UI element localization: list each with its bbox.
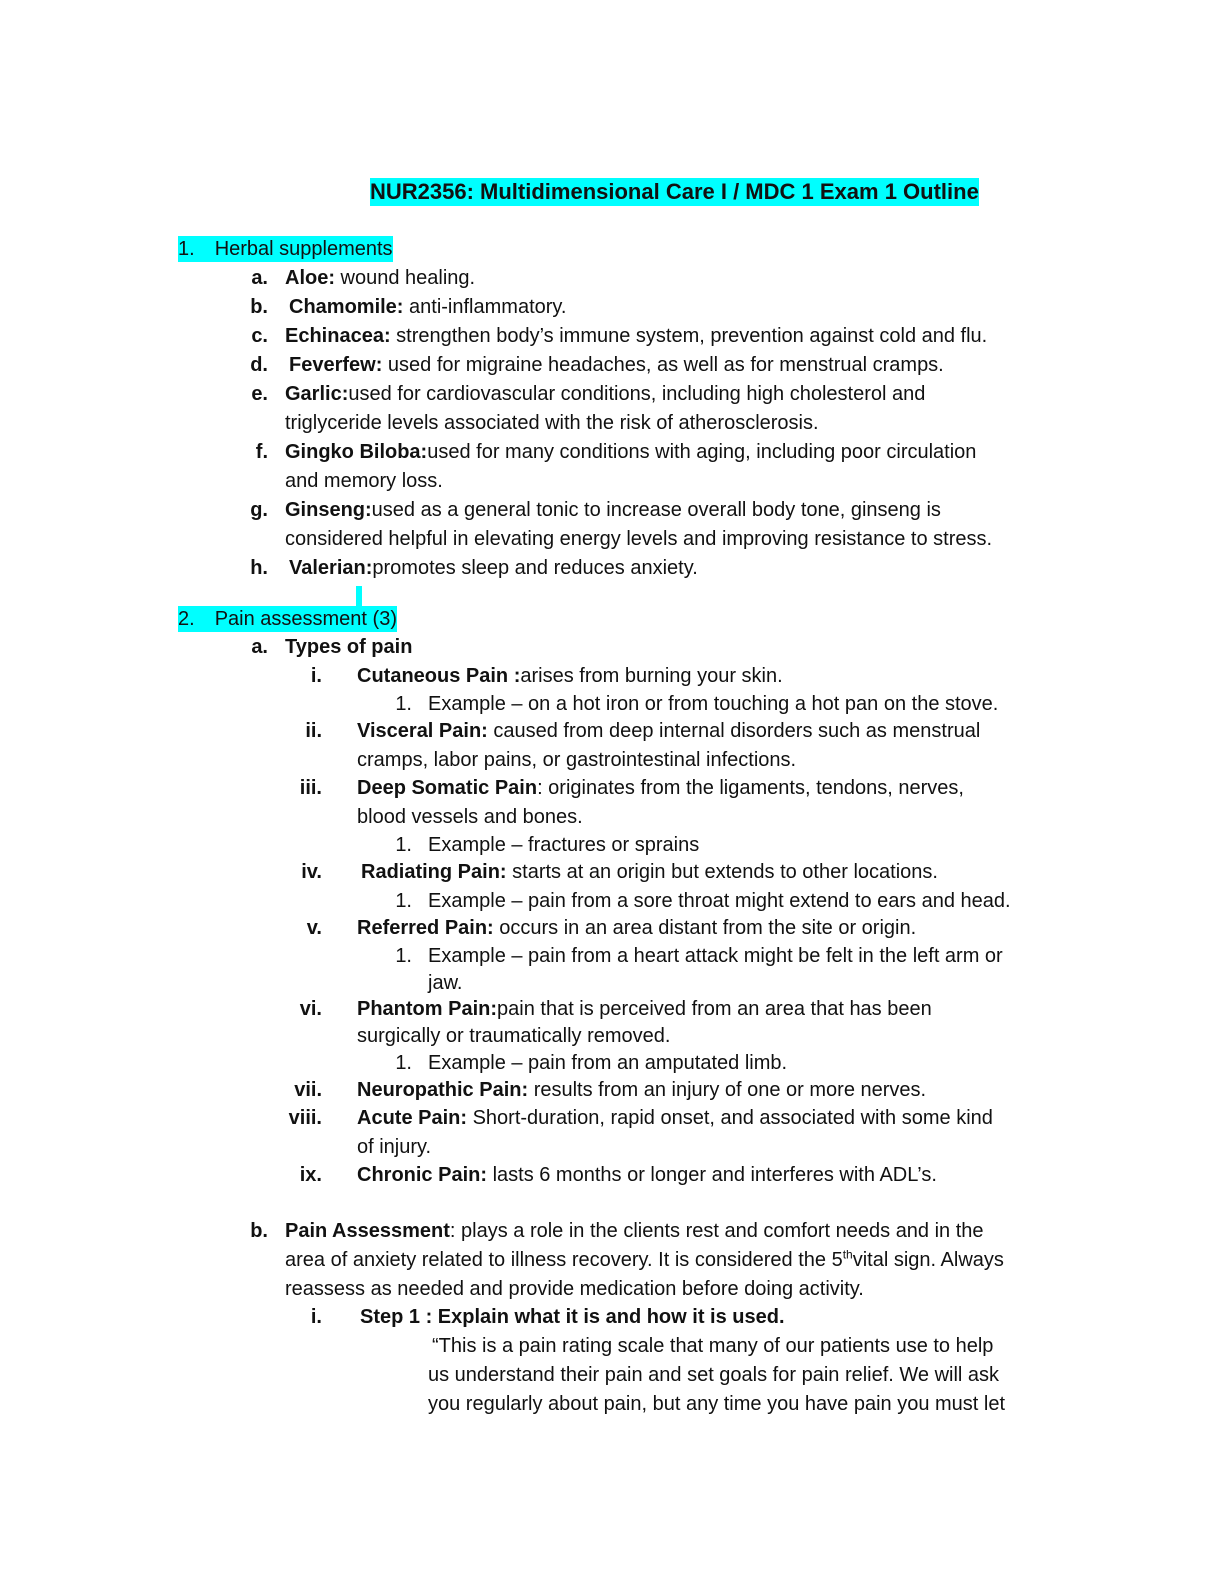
herb-item-gingko: Gingko Biloba:used for many conditions with aging, including poor circulation [285, 441, 977, 463]
pain-type-phantom: Phantom Pain:pain that is perceived from an area that has been [357, 998, 932, 1020]
types-of-pain-heading: Types of pain [285, 636, 413, 658]
pain-type-visceral-cont: cramps, labor pains, or gastrointestinal infections. [357, 749, 797, 771]
step-1-heading: Step 1 : Explain what it is and how it is used. [360, 1306, 785, 1328]
roman-numeral: vii. [294, 1079, 322, 1101]
herb-letter: f. [255, 441, 268, 463]
pain-type-acute-cont: of injury. [357, 1136, 432, 1158]
herb-item-gingko-cont: and memory loss. [285, 470, 443, 492]
herb-item-garlic: Garlic:used for cardiovascular conditions, including high cholesterol and [285, 383, 926, 405]
pain-example: Example – pain from a heart attack might be felt in the left arm or [428, 945, 1003, 967]
pain-type-referred: Referred Pain: occurs in an area distant from the site or origin. [357, 917, 917, 939]
roman-numeral: ii. [305, 720, 322, 742]
herb-letter: e. [251, 383, 268, 405]
pain-assessment-paragraph: Pain Assessment: plays a role in the clients rest and comfort needs and in the [285, 1220, 984, 1242]
section-1-title: Herbal supplements [214, 238, 393, 260]
pain-type-neuropathic: Neuropathic Pain: results from an injury of one or more nerves. [357, 1079, 927, 1101]
pain-example: Example – pain from an amputated limb. [428, 1052, 788, 1074]
herb-item-feverfew: Feverfew: used for migraine headaches, as well as for menstrual cramps. [289, 354, 944, 376]
roman-numeral: i. [310, 1306, 322, 1328]
step-1-quote-line: you regularly about pain, but any time you have pain you must let [428, 1393, 1006, 1415]
pain-example: Example – on a hot iron or from touching a hot pan on the stove. [428, 693, 999, 715]
herb-letter: g. [250, 499, 268, 521]
section-2-number: 2. [178, 608, 195, 630]
pain-type-visceral: Visceral Pain: caused from deep internal disorders such as menstrual [357, 720, 981, 742]
herb-letter: b. [250, 296, 268, 318]
herb-item-ginseng-cont: considered helpful in elevating energy levels and improving resistance to stress. [285, 528, 993, 550]
subsection-letter: b. [250, 1220, 268, 1242]
pain-type-acute: Acute Pain: Short-duration, rapid onset, and associated with some kind [357, 1107, 993, 1129]
example-number: 1. [395, 834, 412, 856]
section-1-heading [178, 236, 393, 262]
step-1-quote-line: “This is a pain rating scale that many of our patients use to help [432, 1335, 994, 1357]
section-2-heading [178, 606, 397, 632]
pain-assessment-paragraph-line3: reassess as needed and provide medication before doing activity. [285, 1278, 864, 1300]
section-1-number: 1. [178, 238, 195, 260]
pain-assessment-paragraph-line2: area of anxiety related to illness recovery. It is considered the 5thvital sign. Always [285, 1247, 1004, 1271]
herb-item-aloe: Aloe: wound healing. [285, 267, 476, 289]
roman-numeral: iv. [301, 861, 322, 883]
pain-example: Example – pain from a sore throat might extend to ears and head. [428, 890, 1011, 912]
herb-item-ginseng: Ginseng:used as a general tonic to increase overall body tone, ginseng is [285, 499, 941, 521]
pain-type-chronic: Chronic Pain: lasts 6 months or longer and interferes with ADL’s. [357, 1164, 937, 1186]
herb-item-valerian: Valerian:promotes sleep and reduces anxiety. [289, 557, 698, 579]
highlight-marker [356, 586, 362, 608]
example-number: 1. [395, 945, 412, 967]
pain-example: Example – fractures or sprains [428, 834, 700, 856]
example-number: 1. [395, 890, 412, 912]
herb-letter: a. [251, 267, 268, 289]
subsection-letter: a. [251, 636, 268, 658]
herb-item-garlic-cont: triglyceride levels associated with the risk of atherosclerosis. [285, 412, 819, 434]
example-number: 1. [395, 693, 412, 715]
herb-letter: d. [250, 354, 268, 376]
page-title: NUR2356: Multidimensional Care I / MDC 1 Exam 1 Outline [370, 179, 979, 204]
roman-numeral: ix. [299, 1164, 322, 1186]
pain-type-deep-somatic-cont: blood vessels and bones. [357, 806, 583, 828]
example-number: 1. [395, 1052, 412, 1074]
herb-item-chamomile: Chamomile: anti-inflammatory. [289, 296, 567, 318]
pain-type-radiating: Radiating Pain: starts at an origin but extends to other locations. [361, 861, 938, 883]
roman-numeral: v. [306, 917, 322, 939]
section-2-title: Pain assessment (3) [214, 608, 397, 630]
herb-item-echinacea: Echinacea: strengthen body’s immune system, prevention against cold and flu. [285, 325, 988, 347]
herb-letter: c. [251, 325, 268, 347]
roman-numeral: i. [310, 665, 322, 687]
pain-type-phantom-cont: surgically or traumatically removed. [357, 1025, 671, 1047]
pain-example-cont: jaw. [428, 972, 463, 994]
pain-type-cutaneous: Cutaneous Pain :arises from burning your skin. [357, 665, 783, 687]
roman-numeral: viii. [288, 1107, 322, 1129]
pain-type-deep-somatic: Deep Somatic Pain: originates from the ligaments, tendons, nerves, [357, 777, 964, 799]
roman-numeral: iii. [299, 777, 322, 799]
step-1-quote-line: us understand their pain and set goals for pain relief. We will ask [428, 1364, 1000, 1386]
herb-letter: h. [250, 557, 268, 579]
roman-numeral: vi. [299, 998, 322, 1020]
